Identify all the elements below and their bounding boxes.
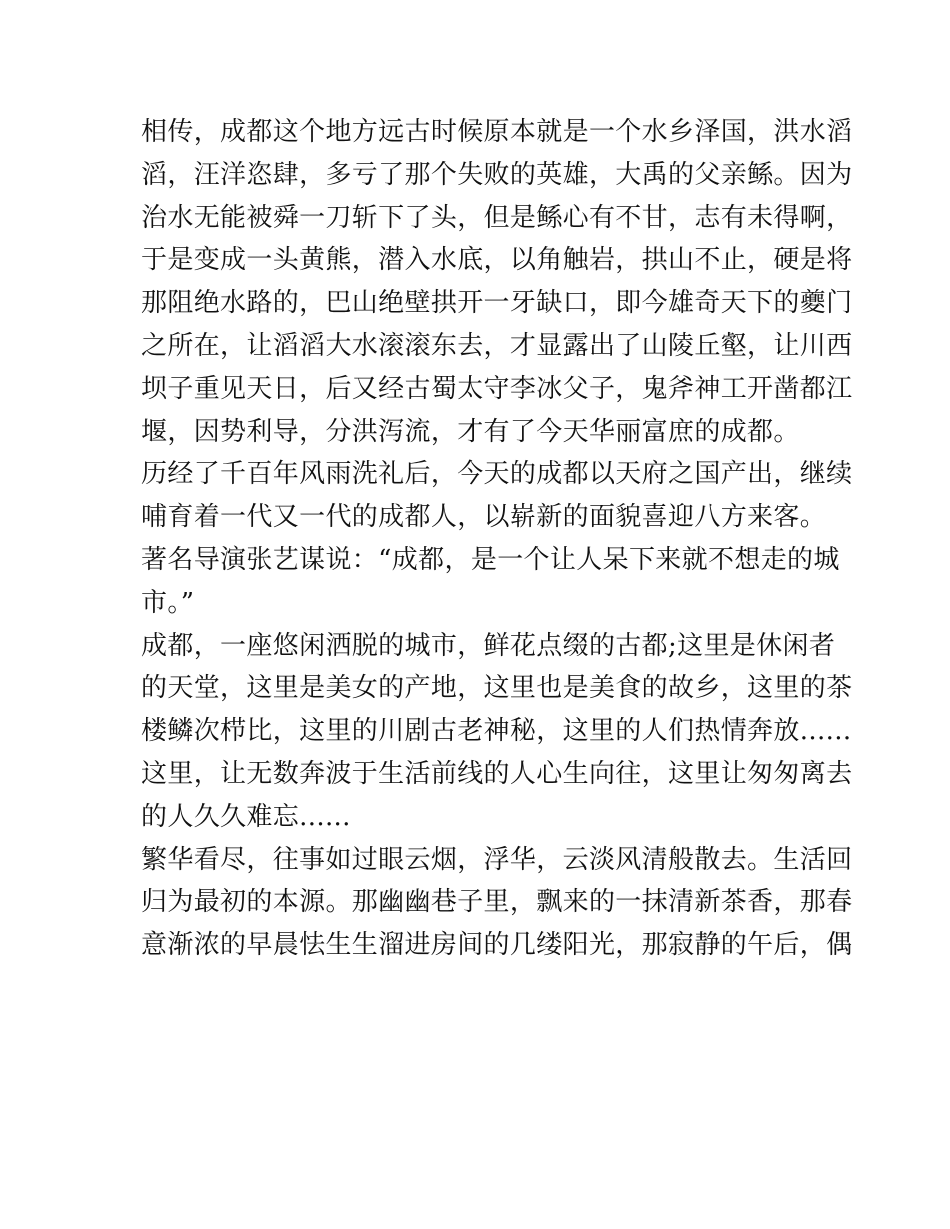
text-line: 繁华看尽，往事如过眼云烟，浮华，云淡风清般散去。生活回 bbox=[141, 844, 853, 875]
text-line: 哺育着一代又一代的成都人，以崭新的面貌喜迎八方来客。 bbox=[141, 502, 827, 533]
text-line: 治水无能被舜一刀斩下了头，但是鲧心有不甘，志有未得啊， bbox=[141, 202, 853, 233]
text-line: 著名导演张艺谋说：“成都，是一个让人呆下来就不想走的城 bbox=[141, 544, 840, 575]
text-line: 成都，一座悠闲洒脱的城市，鲜花点缀的古都;这里是休闲者 bbox=[141, 630, 836, 661]
text-line: 于是变成一头黄熊，潜入水底，以角触岩，拱山不止，硬是将 bbox=[141, 245, 853, 276]
text-line: 意渐浓的早晨怯生生溜进房间的几缕阳光，那寂静的午后，偶 bbox=[141, 930, 853, 961]
text-line: 楼鳞次栉比，这里的川剧古老神秘，这里的人们热情奔放...... bbox=[141, 716, 852, 747]
body-text bbox=[141, 111, 853, 967]
text-line: 市。” bbox=[141, 587, 195, 618]
text-line: 堰，因势利导，分洪泻流，才有了今天华丽富庶的成都。 bbox=[141, 416, 800, 447]
text-line: 之所在，让滔滔大水滚滚东去，才显露出了山陵丘壑，让川西 bbox=[141, 330, 853, 361]
text-line: 的天堂，这里是美女的产地，这里也是美食的故乡，这里的茶 bbox=[141, 673, 853, 704]
text-line: 那阻绝水路的，巴山绝壁拱开一牙缺口，即今雄奇天下的夔门 bbox=[141, 288, 853, 319]
text-line: 相传，成都这个地方远古时候原本就是一个水乡泽国，洪水滔 bbox=[141, 117, 853, 147]
text-line: 这里，让无数奔波于生活前线的人心生向往，这里让匆匆离去 bbox=[141, 758, 853, 789]
text-line: 滔，汪洋恣肆，多亏了那个失败的英雄，大禹的父亲鲧。因为 bbox=[141, 159, 853, 190]
text-line: 历经了千百年风雨洗礼后，今天的成都以天府之国产出，继续 bbox=[141, 459, 853, 490]
text-line: 坝子重见天日，后又经古蜀太守李冰父子，鬼斧神工开凿都江 bbox=[141, 373, 853, 404]
text-line: 归为最初的本源。那幽幽巷子里，飘来的一抹清新茶香，那春 bbox=[141, 887, 853, 918]
text-line: 的人久久难忘...... bbox=[141, 801, 351, 832]
